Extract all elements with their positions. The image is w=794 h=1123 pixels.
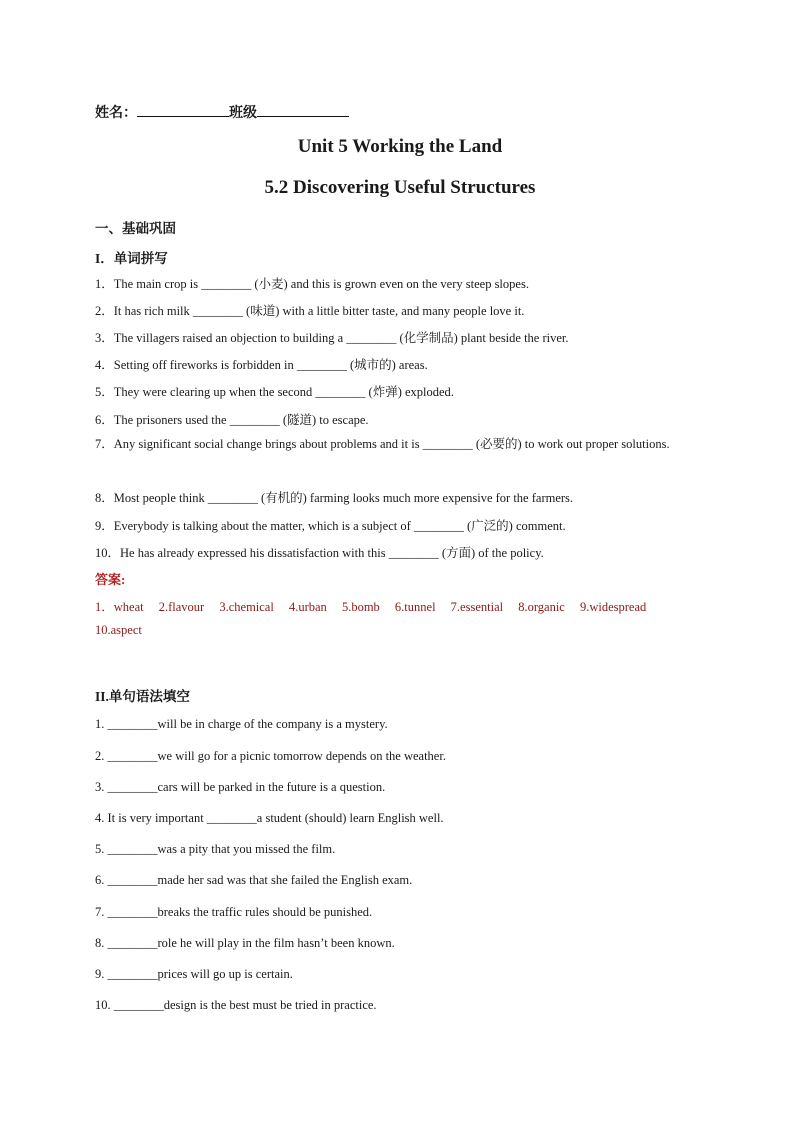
part2-heading: II.单句语法填空 <box>95 689 190 704</box>
answer-item: 9.widespread <box>579 600 647 614</box>
student-info-line <box>95 102 349 122</box>
spelling-question: 5．They were clearing up when the second ________ (炸弹) exploded. <box>95 385 454 399</box>
grammar-question: 10. ________design is the best must be tried in practice. <box>95 998 377 1012</box>
answer-line <box>95 597 646 615</box>
answer-item: 4.urban <box>288 600 327 614</box>
grammar-question: 6. ________made her sad was that she failed the English exam. <box>95 873 413 887</box>
lesson-title: 5.2 Discovering Useful Structures <box>264 177 536 198</box>
grammar-question: 9. ________prices will go up is certain. <box>95 967 293 981</box>
grammar-question: 7. ________breaks the traffic rules should be punished. <box>95 905 373 919</box>
section-heading-basics: 一、基础巩固 <box>95 221 176 236</box>
spelling-question: 6．The prisoners used the ________ (隧道) to escape. <box>95 413 369 427</box>
class-blank <box>257 103 349 117</box>
answer-item: 2.flavour <box>158 600 205 614</box>
spelling-question: 4．Setting off fireworks is forbidden in ________ (城市的) areas. <box>95 358 428 372</box>
grammar-question: 4. It is very important ________a student (should) learn English well. <box>95 811 444 825</box>
answer-item: 5.bomb <box>341 600 380 614</box>
class-label: 班级 <box>229 106 257 121</box>
unit-title: Unit 5 Working the Land <box>297 136 503 157</box>
grammar-question: 8. ________role he will play in the film hasn’t been known. <box>95 936 395 950</box>
answer-item: 1．wheat <box>95 600 144 614</box>
name-blank <box>137 103 229 117</box>
answer-item: 10.aspect <box>95 623 142 637</box>
grammar-question: 5. ________was a pity that you missed the film. <box>95 842 336 856</box>
grammar-question: 1. ________will be in charge of the company is a mystery. <box>95 717 388 731</box>
answer-item: 7.essential <box>450 600 504 614</box>
answer-item: 6.tunnel <box>394 600 436 614</box>
spelling-question: 3．The villagers raised an objection to building a ________ (化学制品) plant beside the river. <box>95 331 569 345</box>
answer-label: 答案: <box>95 572 126 587</box>
spelling-question: 2．It has rich milk ________ (味道) with a little bitter taste, and many people love it. <box>95 304 525 318</box>
part1-heading: I．单词拼写 <box>95 251 168 266</box>
name-label: 姓名： <box>95 106 137 121</box>
answer-item: 3.chemical <box>219 600 274 614</box>
answer-item: 8.organic <box>518 600 565 614</box>
grammar-question: 3. ________cars will be parked in the future is a question. <box>95 780 386 794</box>
spelling-question: 8．Most people think ________ (有机的) farming looks much more expensive for the farmers. <box>95 491 574 505</box>
spelling-question: 7．Any significant social change brings about problems and it is ________ (必要的) to work out proper solutions. <box>95 437 670 451</box>
grammar-question: 2. ________we will go for a picnic tomorrow depends on the weather. <box>95 749 446 763</box>
spelling-question: 1．The main crop is ________ (小麦) and this is grown even on the very steep slopes. <box>95 277 529 291</box>
spelling-question: 10．He has already expressed his dissatisfaction with this ________ (方面) of the policy. <box>95 546 544 560</box>
spelling-question: 9．Everybody is talking about the matter, which is a subject of ________ (广泛的) comment. <box>95 519 566 533</box>
